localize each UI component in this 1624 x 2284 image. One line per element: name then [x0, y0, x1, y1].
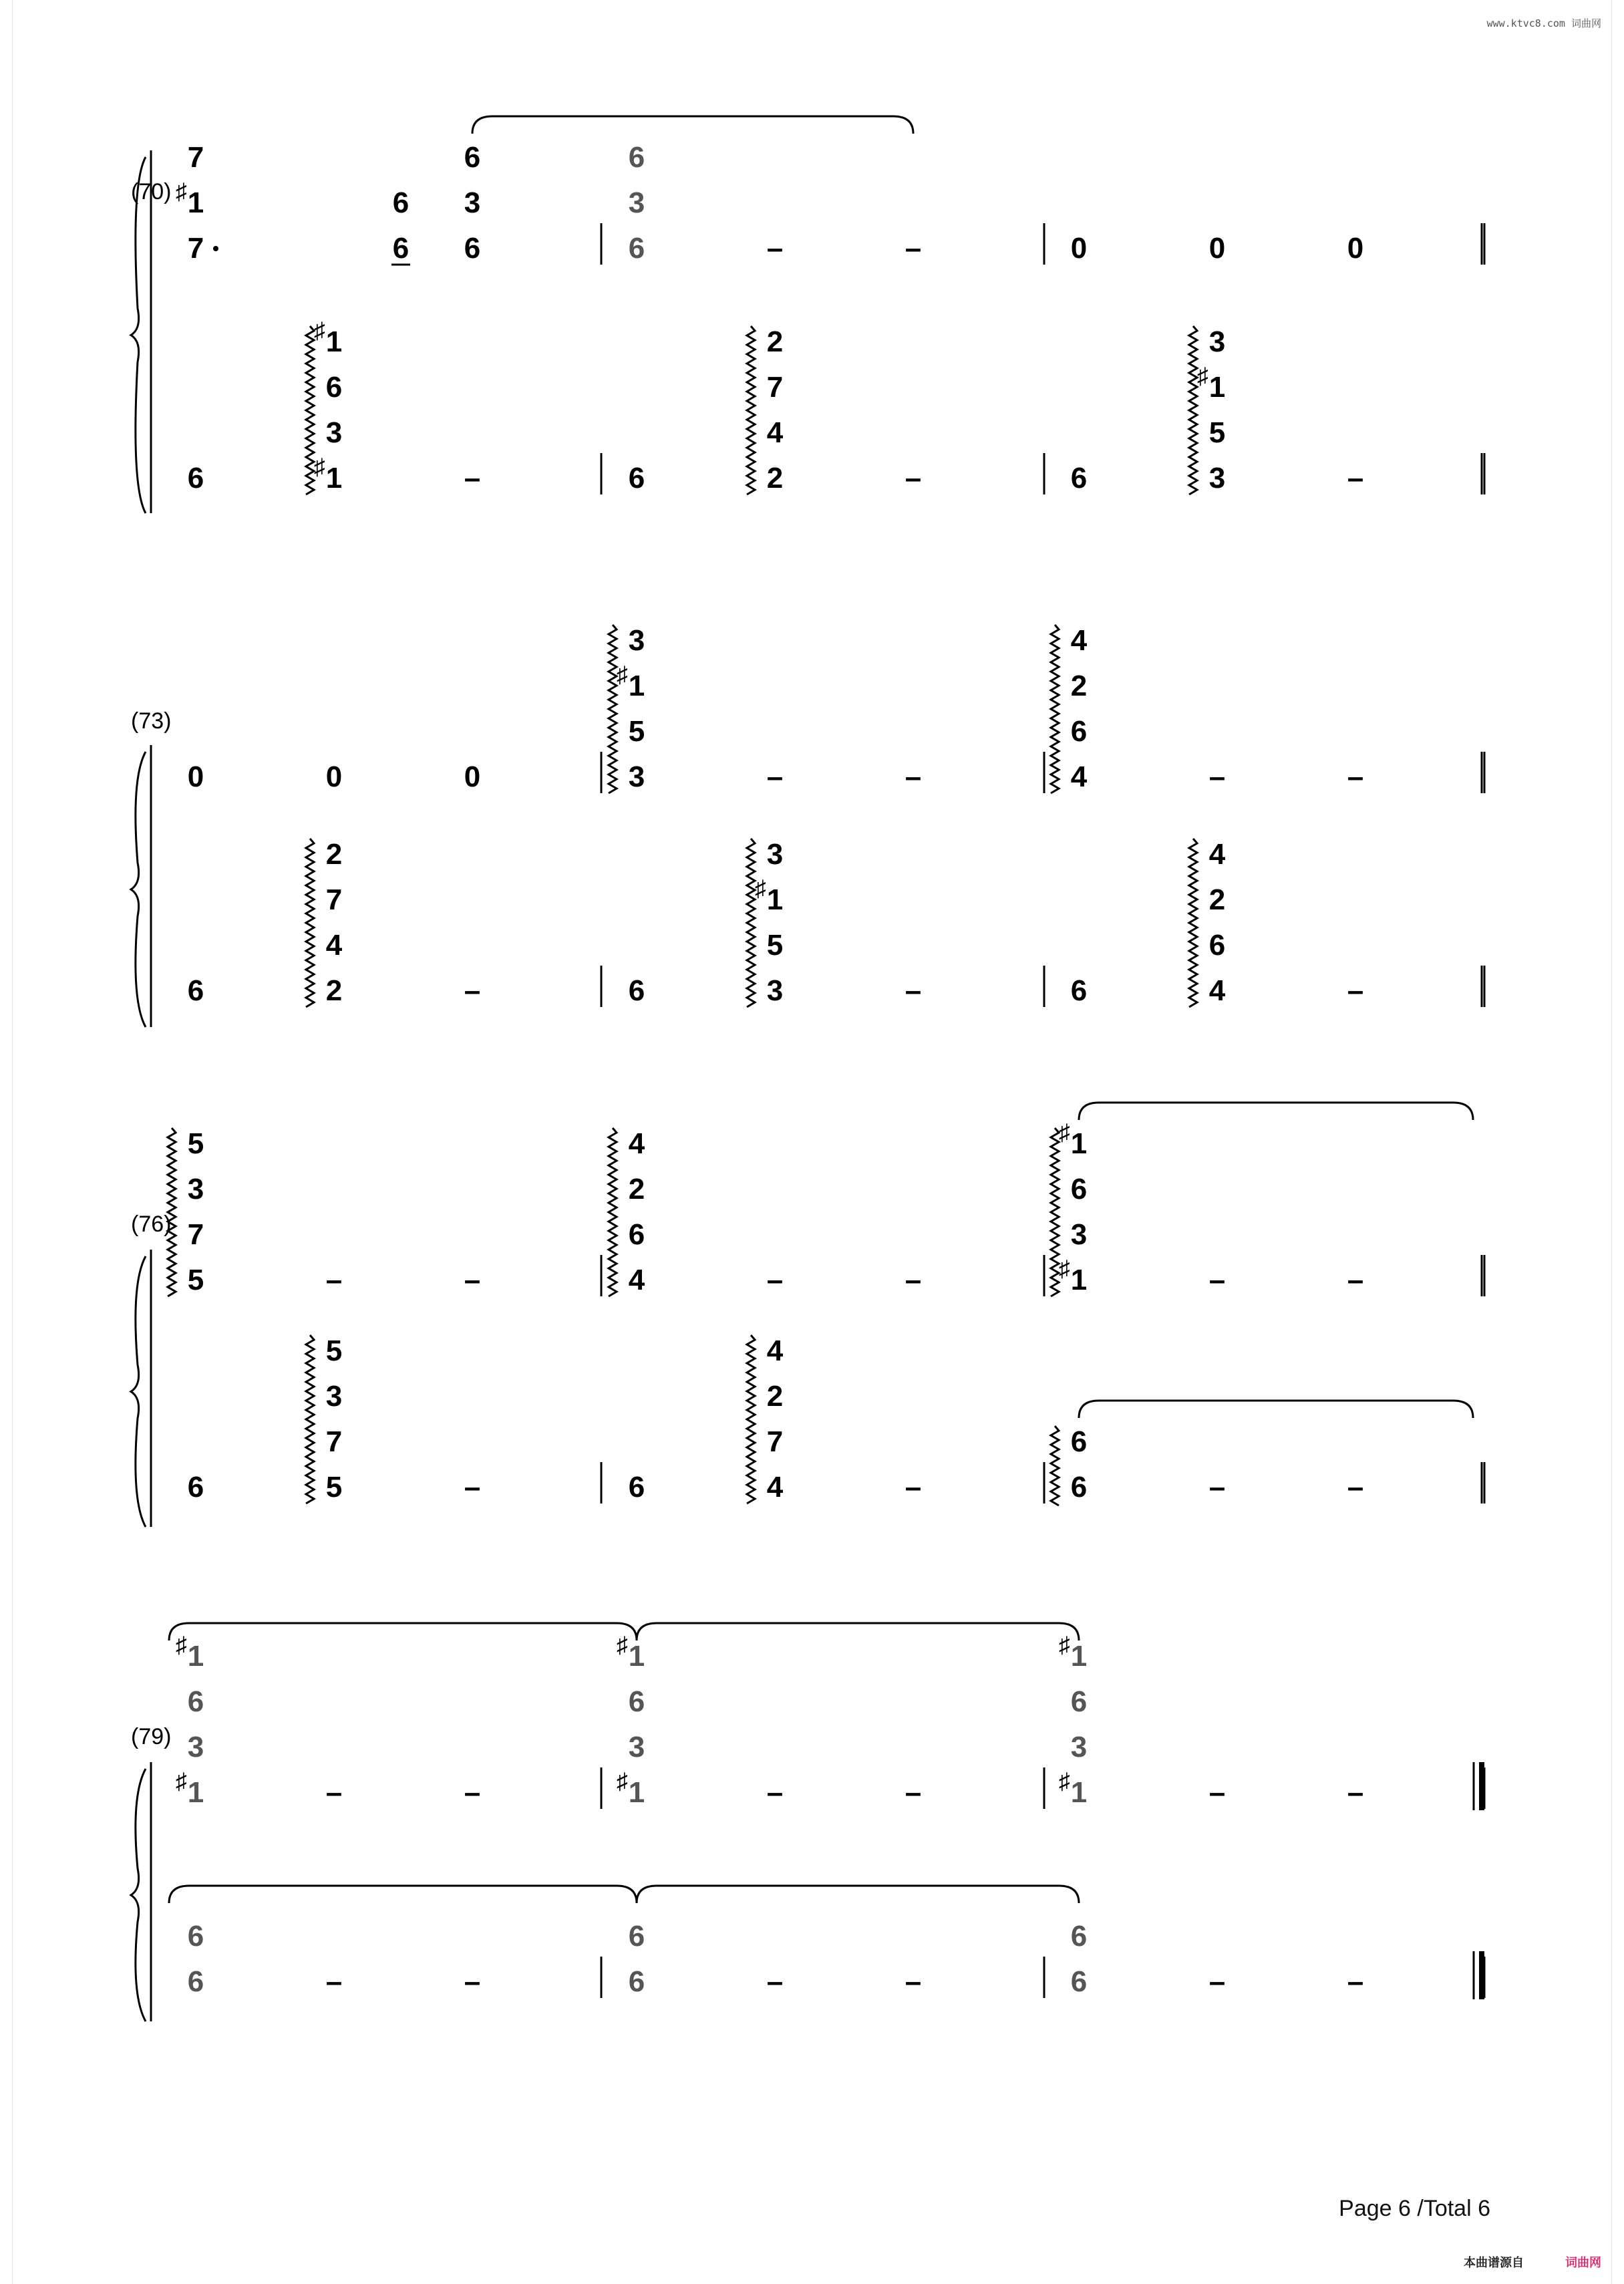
tie-slur	[472, 116, 913, 134]
measure-number: (73)	[131, 708, 172, 734]
system-brace	[131, 752, 146, 1027]
sharp-sign: ♯	[755, 876, 766, 901]
sustain-dash: –	[325, 1264, 343, 1296]
site-url: www.ktvc8.com 词曲网	[1486, 17, 1601, 29]
rest-note: 0	[1208, 232, 1226, 265]
sharp-sign: ♯	[617, 662, 628, 688]
note-digit: 3	[1070, 1218, 1088, 1251]
note-digit: 1	[1208, 371, 1226, 404]
note-digit: 5	[1208, 416, 1226, 449]
arpeggio-mark	[306, 839, 314, 1007]
system-brace	[131, 1256, 146, 1527]
note-digit: 1	[325, 325, 343, 358]
note-digit: 6	[1070, 974, 1088, 1007]
arpeggio-mark	[1051, 1426, 1059, 1506]
note-digit: 4	[1070, 760, 1088, 793]
note-digit: 1	[1070, 1264, 1088, 1296]
note-digit: 1	[187, 1640, 204, 1673]
arpeggio-mark	[609, 1128, 617, 1296]
note-digit: 6	[1070, 1471, 1088, 1504]
sustain-dash: –	[766, 1776, 784, 1809]
note-digit: 2	[1208, 883, 1226, 916]
sustain-dash: –	[464, 1471, 481, 1504]
note-digit: 6	[392, 232, 410, 265]
note-digit: 6	[464, 141, 481, 174]
sustain-dash: –	[464, 1264, 481, 1296]
sharp-sign: ♯	[617, 1632, 628, 1658]
rest-note: 0	[187, 760, 204, 793]
note-digit: 1	[628, 670, 645, 702]
measure-number: (76)	[131, 1211, 172, 1237]
sustain-dash: –	[1208, 1264, 1226, 1296]
arpeggio-mark	[1051, 625, 1059, 793]
sustain-dash: –	[1347, 974, 1364, 1007]
sharp-sign: ♯	[1197, 364, 1208, 389]
note-digit: 1	[628, 1640, 645, 1673]
sustain-dash: –	[1208, 1471, 1226, 1504]
note-digit: 7	[766, 1425, 784, 1458]
system-brace	[131, 157, 146, 513]
note-digit: 3	[1208, 462, 1226, 494]
arpeggio-mark	[1189, 326, 1197, 494]
note-digit: 4	[766, 1471, 784, 1504]
note-digit: 2	[325, 838, 343, 871]
sustain-dash: –	[1347, 462, 1364, 494]
note-digit: 6	[628, 974, 645, 1007]
note-digit: 3	[325, 416, 343, 449]
measure-number: (70)	[131, 179, 172, 204]
sustain-dash: –	[905, 1264, 922, 1296]
site-label: 词曲网	[1565, 2256, 1601, 2269]
tie-slur	[637, 1886, 1079, 1903]
tie-slur	[1079, 1103, 1473, 1120]
arpeggio-mark	[1189, 839, 1197, 1007]
sustain-dash: –	[766, 232, 784, 265]
rest-note: 0	[1347, 232, 1364, 265]
sustain-dash: –	[766, 1965, 784, 1998]
note-digit: 1	[766, 883, 784, 916]
note-digit: 7	[187, 1218, 204, 1251]
note-digit: 6	[187, 462, 204, 494]
arpeggio-mark	[747, 1335, 755, 1504]
sustain-dash: –	[905, 760, 922, 793]
sustain-dash: –	[325, 1776, 343, 1809]
sustain-dash: –	[905, 1776, 922, 1809]
sustain-dash: –	[905, 974, 922, 1007]
note-digit: 1	[628, 1776, 645, 1809]
sustain-dash: –	[1208, 1965, 1226, 1998]
arpeggio-mark	[168, 1128, 176, 1296]
note-digit: 6	[1070, 1965, 1088, 1998]
note-digit: 2	[325, 974, 343, 1007]
note-digit: 7	[766, 371, 784, 404]
sustain-dash: –	[905, 232, 922, 265]
note-digit: 6	[1070, 715, 1088, 748]
note-digit: 6	[628, 232, 645, 265]
note-digit: 3	[628, 1731, 645, 1763]
note-digit: 6	[187, 974, 204, 1007]
note-digit: 6	[392, 186, 410, 219]
arpeggio-mark	[747, 326, 755, 494]
sustain-dash: –	[1208, 1776, 1226, 1809]
note-digit: 3	[187, 1173, 204, 1205]
augmentation-dot	[213, 246, 218, 251]
note-digit: 6	[628, 1685, 645, 1718]
sustain-dash: –	[1208, 760, 1226, 793]
note-digit: 6	[1070, 1685, 1088, 1718]
sustain-dash: –	[464, 462, 481, 494]
note-digit: 5	[766, 929, 784, 962]
note-digit: 5	[187, 1264, 204, 1296]
note-digit: 3	[187, 1731, 204, 1763]
note-digit: 1	[1070, 1640, 1088, 1673]
note-digit: 7	[325, 883, 343, 916]
sustain-dash: –	[766, 1264, 784, 1296]
sustain-dash: –	[766, 760, 784, 793]
note-digit: 3	[325, 1380, 343, 1413]
sustain-dash: –	[1347, 1776, 1364, 1809]
sharp-sign: ♯	[176, 1769, 187, 1794]
note-digit: 3	[628, 760, 645, 793]
note-digit: 6	[628, 462, 645, 494]
note-digit: 6	[628, 1218, 645, 1251]
rest-note: 0	[464, 760, 481, 793]
note-digit: 5	[187, 1127, 204, 1160]
note-digit: 6	[628, 1920, 645, 1953]
sustain-dash: –	[325, 1965, 343, 1998]
arpeggio-mark	[1051, 1128, 1059, 1296]
sharp-sign: ♯	[314, 318, 325, 343]
page-number: Page 6 /Total 6	[1339, 2196, 1490, 2221]
note-digit: 6	[1070, 1173, 1088, 1205]
sustain-dash: –	[464, 974, 481, 1007]
note-digit: 3	[628, 186, 645, 219]
note-digit: 6	[187, 1685, 204, 1718]
note-digit: 4	[766, 416, 784, 449]
note-digit: 6	[628, 141, 645, 174]
note-digit: 7	[325, 1425, 343, 1458]
note-digit: 6	[1070, 1425, 1088, 1458]
note-digit: 4	[766, 1334, 784, 1367]
tie-slur	[169, 1886, 637, 1903]
note-digit: 3	[766, 838, 784, 871]
arpeggio-mark	[306, 326, 314, 494]
note-digit: 3	[1070, 1731, 1088, 1763]
note-digit: 5	[628, 715, 645, 748]
sustain-dash: –	[1347, 1965, 1364, 1998]
note-digit: 1	[325, 462, 343, 494]
note-digit: 3	[1208, 325, 1226, 358]
note-digit: 6	[1070, 1920, 1088, 1953]
sustain-dash: –	[1347, 1471, 1364, 1504]
tie-slur	[637, 1623, 1079, 1640]
note-digit: 3	[464, 186, 481, 219]
note-digit: 4	[1070, 624, 1088, 657]
measure-number: (79)	[131, 1724, 172, 1749]
source-label: 本曲谱源自	[1464, 2256, 1524, 2269]
note-digit: 6	[187, 1471, 204, 1504]
tie-slur	[1079, 1401, 1473, 1418]
sustain-dash: –	[905, 1965, 922, 1998]
sustain-dash: –	[464, 1776, 481, 1809]
arpeggio-mark	[747, 839, 755, 1007]
note-digit: 1	[1070, 1127, 1088, 1160]
sustain-dash: –	[905, 462, 922, 494]
note-digit: 5	[325, 1471, 343, 1504]
note-digit: 6	[464, 232, 481, 265]
note-digit: 2	[1070, 670, 1088, 702]
sharp-sign: ♯	[1059, 1632, 1070, 1658]
sustain-dash: –	[1347, 760, 1364, 793]
sharp-sign: ♯	[1059, 1256, 1070, 1282]
note-digit: 3	[766, 974, 784, 1007]
rest-note: 0	[1070, 232, 1088, 265]
arpeggio-mark	[609, 625, 617, 793]
note-digit: 6	[628, 1471, 645, 1504]
note-digit: 1	[1070, 1776, 1088, 1809]
system-brace	[131, 1769, 146, 2021]
note-digit: 4	[628, 1127, 645, 1160]
sustain-dash: –	[1347, 1264, 1364, 1296]
note-digit: 5	[325, 1334, 343, 1367]
note-digit: 2	[628, 1173, 645, 1205]
note-digit: 7	[187, 141, 204, 174]
note-digit: 6	[1208, 929, 1226, 962]
sharp-sign: ♯	[1059, 1769, 1070, 1794]
note-digit: 3	[628, 624, 645, 657]
note-digit: 6	[1070, 462, 1088, 494]
rest-note: 0	[325, 760, 343, 793]
tie-slur	[169, 1623, 637, 1640]
note-digit: 6	[628, 1965, 645, 1998]
sharp-sign: ♯	[1059, 1120, 1070, 1145]
note-digit: 6	[187, 1965, 204, 1998]
note-digit: 4	[628, 1264, 645, 1296]
sustain-dash: –	[905, 1471, 922, 1504]
note-digit: 4	[325, 929, 343, 962]
note-digit: 1	[187, 1776, 204, 1809]
note-digit: 2	[766, 462, 784, 494]
note-digit: 6	[187, 1920, 204, 1953]
sharp-sign: ♯	[617, 1769, 628, 1794]
sharp-sign: ♯	[176, 1632, 187, 1658]
note-digit: 1	[187, 186, 204, 219]
arpeggio-mark	[306, 1335, 314, 1504]
note-digit: 4	[1208, 838, 1226, 871]
sharp-sign: ♯	[314, 454, 325, 480]
sharp-sign: ♯	[176, 179, 187, 204]
note-digit: 2	[766, 325, 784, 358]
note-digit: 2	[766, 1380, 784, 1413]
note-digit: 6	[325, 371, 343, 404]
note-digit: 4	[1208, 974, 1226, 1007]
sustain-dash: –	[464, 1965, 481, 1998]
note-digit: 7	[187, 232, 204, 265]
